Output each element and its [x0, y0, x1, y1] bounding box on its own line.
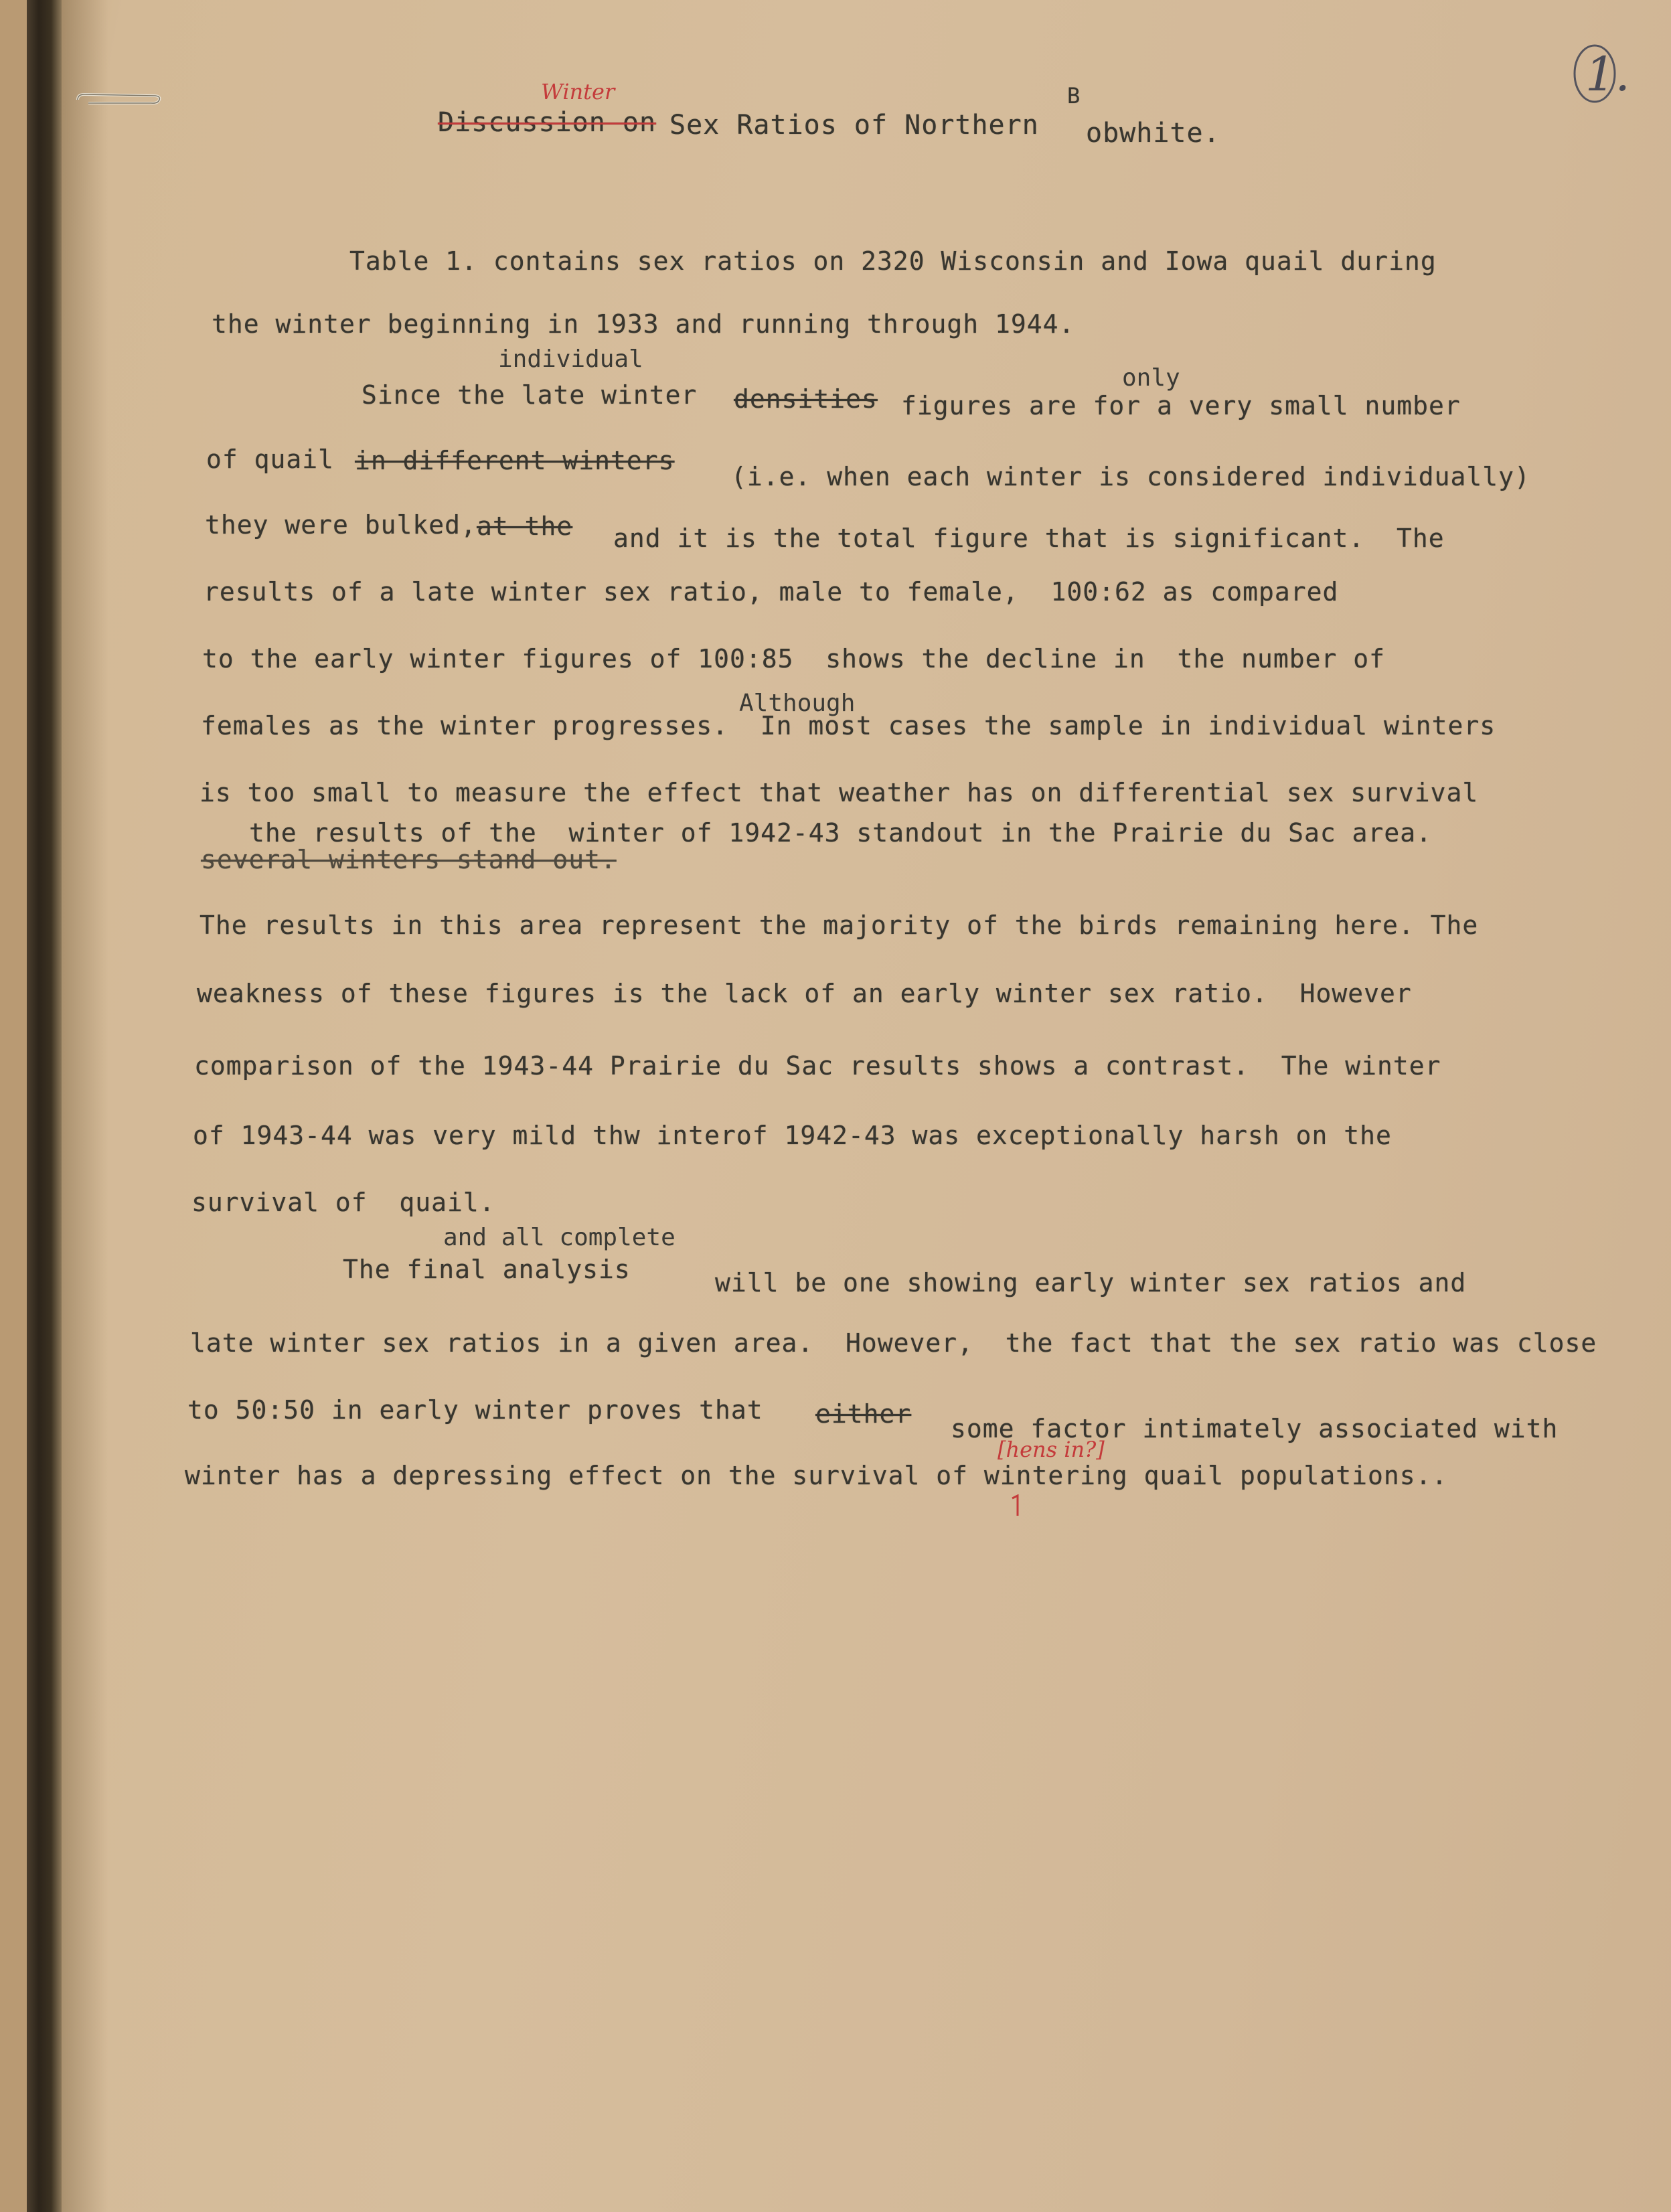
title-struck: Discussion on	[438, 107, 657, 138]
insert-and-all-complete: and all complete	[443, 1224, 675, 1251]
p2-line3a: they were bulked,	[205, 510, 477, 540]
p4-line2: late winter sex ratios in a given area. However, the fact that the sex ratio was close	[190, 1328, 1597, 1358]
staple-icon	[75, 92, 162, 107]
p2-line6: females as the winter progresses. In most cases the sample in individual winters	[201, 711, 1496, 740]
p2-line1b: figures are for a very small number	[901, 391, 1461, 420]
insert-although: Although	[739, 690, 856, 717]
p3-line5: survival of quail.	[191, 1188, 495, 1217]
p4-line4: winter has a depressing effect on the survival of wintering quail populations..	[185, 1461, 1448, 1490]
insert-individual: individual	[498, 345, 643, 373]
binder-spine	[27, 0, 62, 2212]
title-end: obwhite.	[1086, 118, 1220, 149]
p3-line4: of 1943-44 was very mild thw interof 1942-43 was exceptionally harsh on the	[193, 1121, 1392, 1150]
p2-line1a: Since the late winter	[362, 380, 698, 410]
p4-line1a: The final analysis	[343, 1255, 631, 1284]
p2-line5: to the early winter figures of 100:85 shows the decline in the number of	[202, 644, 1385, 674]
binder-shadow	[62, 0, 108, 2212]
title-insert-winter: Winter	[541, 79, 615, 104]
insert-only: only	[1122, 364, 1180, 392]
p2-line4: results of a late winter sex ratio, male to female, 100:62 as compared	[204, 577, 1339, 607]
scan-edge	[0, 0, 27, 2212]
p1-line1: Table 1. contains sex ratios on 2320 Wisconsin and Iowa quail during	[349, 246, 1437, 276]
p2-line8-struck: several winters stand out.	[201, 845, 617, 874]
p2-line1-struck: densities	[734, 384, 878, 414]
p4-line1b: will be one showing early winter sex ratios and	[715, 1268, 1467, 1297]
title-insert-b: B	[1067, 83, 1081, 108]
p2-line7: is too small to measure the effect that weather has on differential sex survival	[200, 778, 1479, 807]
p3-line3: comparison of the 1943-44 Prairie du Sac results shows a contrast. The winter	[194, 1051, 1441, 1081]
p2-line2-struck: in different winters	[355, 446, 675, 475]
p3-line1: The results in this area represent the majority of the birds remaining here. The	[200, 911, 1479, 940]
page-title: Sex Ratios of Northern	[669, 110, 1039, 141]
p2-line2b: (i.e. when each winter is considered individually)	[731, 462, 1530, 491]
page-number: 1.	[1585, 47, 1630, 102]
p3-line2: weakness of these figures is the lack of an early winter sex ratio. However	[197, 979, 1412, 1008]
insert-hens-in: [hens in?]	[998, 1437, 1105, 1462]
p4-line3a: to 50:50 in early winter proves that	[187, 1395, 763, 1425]
p2-line2a: of quail	[206, 445, 335, 474]
p2-line3-struck: at the	[477, 511, 573, 541]
p1-line2: the winter beginning in 1933 and running through 1944.	[212, 309, 1075, 339]
p2-line3b: and it is the total figure that is significant. The	[613, 524, 1445, 553]
p4-line3-struck: either	[815, 1399, 912, 1429]
caret-mark-icon	[1010, 1494, 1023, 1517]
p2-line8: the results of the winter of 1942-43 standout in the Prairie du Sac area.	[249, 818, 1432, 848]
p4-line3b: some factor intimately associated with	[951, 1414, 1559, 1443]
